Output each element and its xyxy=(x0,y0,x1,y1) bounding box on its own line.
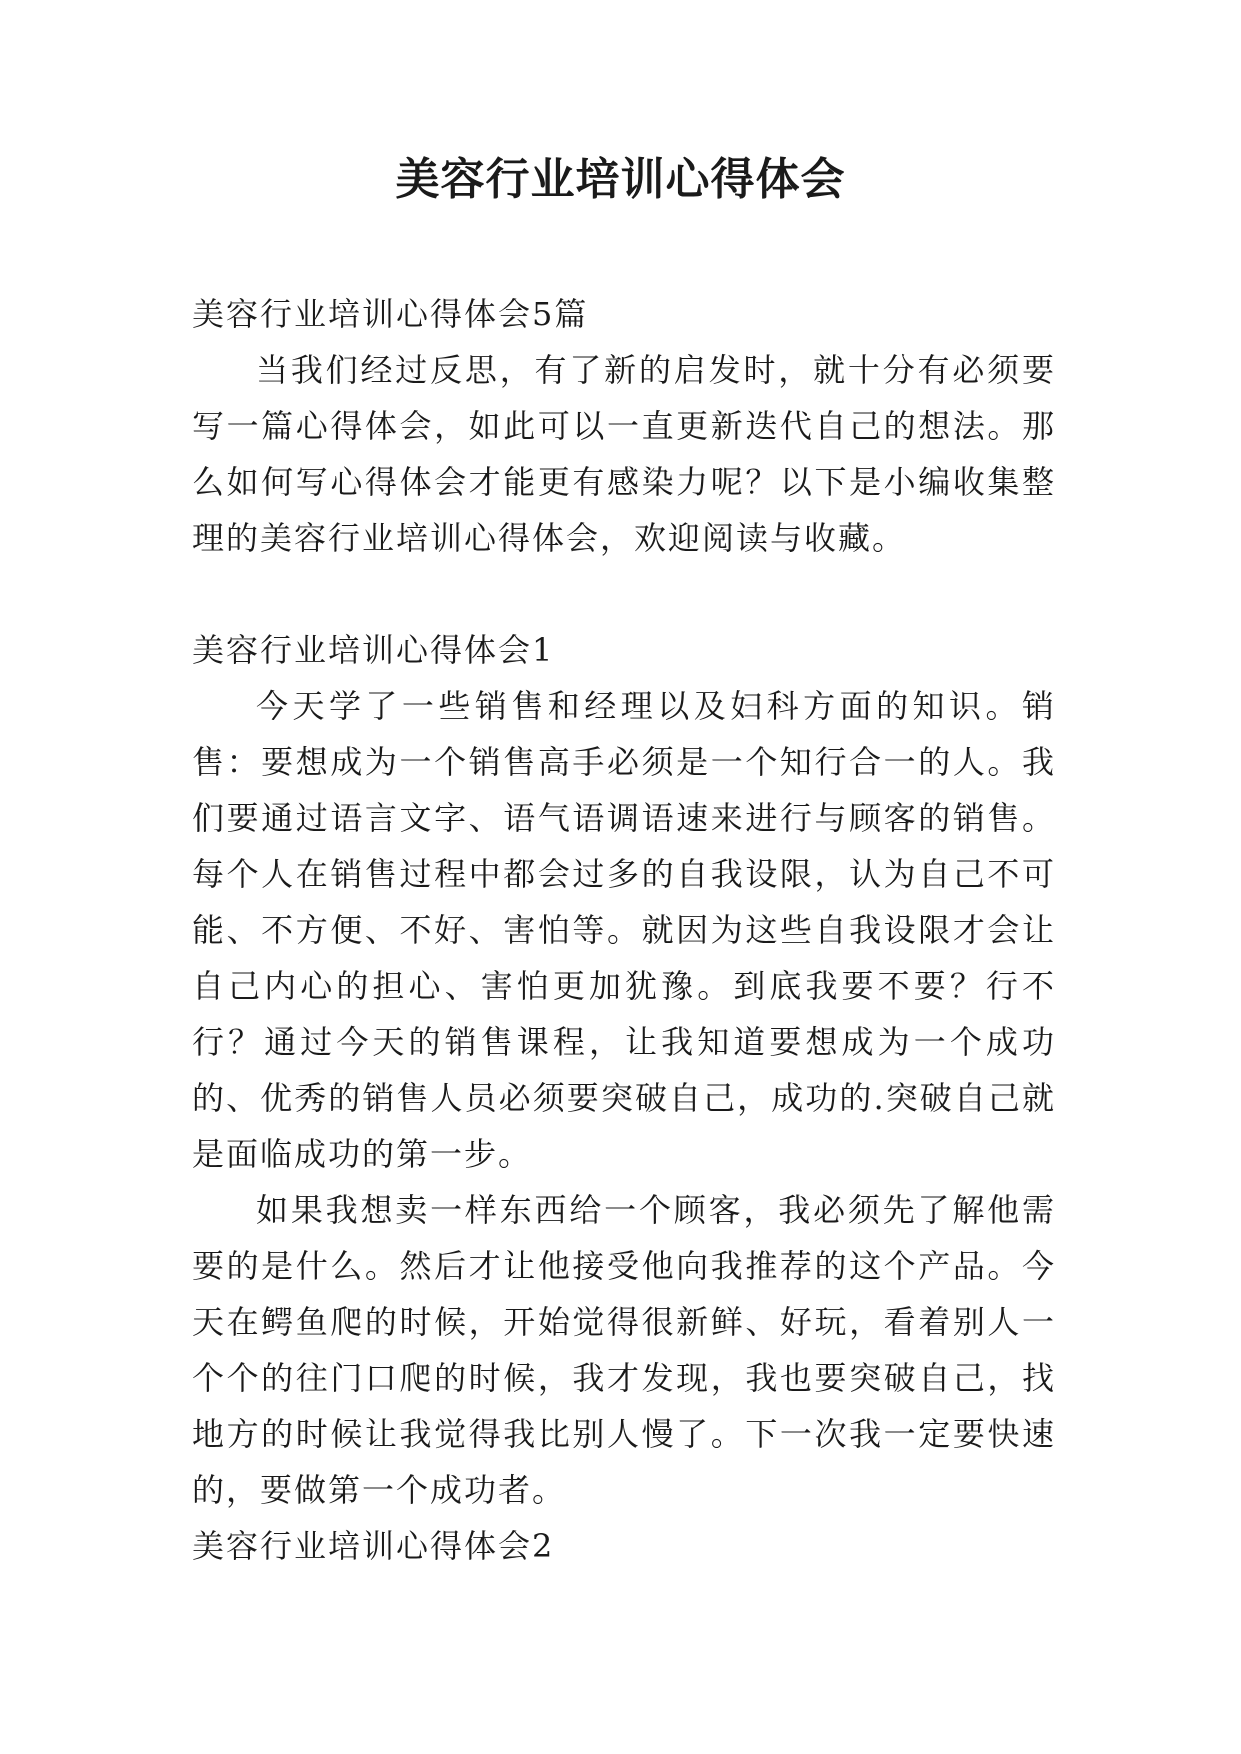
intro-paragraph: 当我们经过反思，有了新的启发时，就十分有必须要写一篇心得体会，如此可以一直更新迭代自己的想法。那么如何写心得体会才能更有感染力呢？以下是小编收集整理的美容行业培训心得体会，欢迎阅读与收藏。 xyxy=(192,351,1056,557)
section-1-heading: 美容行业培训心得体会1 xyxy=(192,631,555,669)
document-subtitle: 美容行业培训心得体会5篇 xyxy=(192,295,589,333)
section-spacer xyxy=(192,566,1056,622)
section-1-paragraph-2: 如果我想卖一样东西给一个顾客，我必须先了解他需要的是什么。然后才让他接受他向我推荐的这个产品。今天在鳄鱼爬的时候，开始觉得很新鲜、好玩，看着别人一个个的往门口爬的时候，我才发现，我也要突破自己，找地方的时候让我觉得我比别人慢了。下一次我一定要快速的，要做第一个成功者。 xyxy=(192,1191,1056,1509)
document-body xyxy=(192,286,1056,1574)
section-2-heading: 美容行业培训心得体会2 xyxy=(192,1527,555,1565)
section-1-paragraph-1: 今天学了一些销售和经理以及妇科方面的知识。销售：要想成为一个销售高手必须是一个知行合一的人。我们要通过语言文字、语气语调语速来进行与顾客的销售。每个人在销售过程中都会过多的自我设限，认为自己不可能、不方便、不好、害怕等。就因为这些自我设限才会让自己内心的担心、害怕更加犹豫。到底我要不要？行不行？通过今天的销售课程，让我知道要想成为一个成功的、优秀的销售人员必须要突破自己，成功的.突破自己就是面临成功的第一步。 xyxy=(192,687,1056,1173)
document-title: 美容行业培训心得体会 xyxy=(395,154,846,205)
